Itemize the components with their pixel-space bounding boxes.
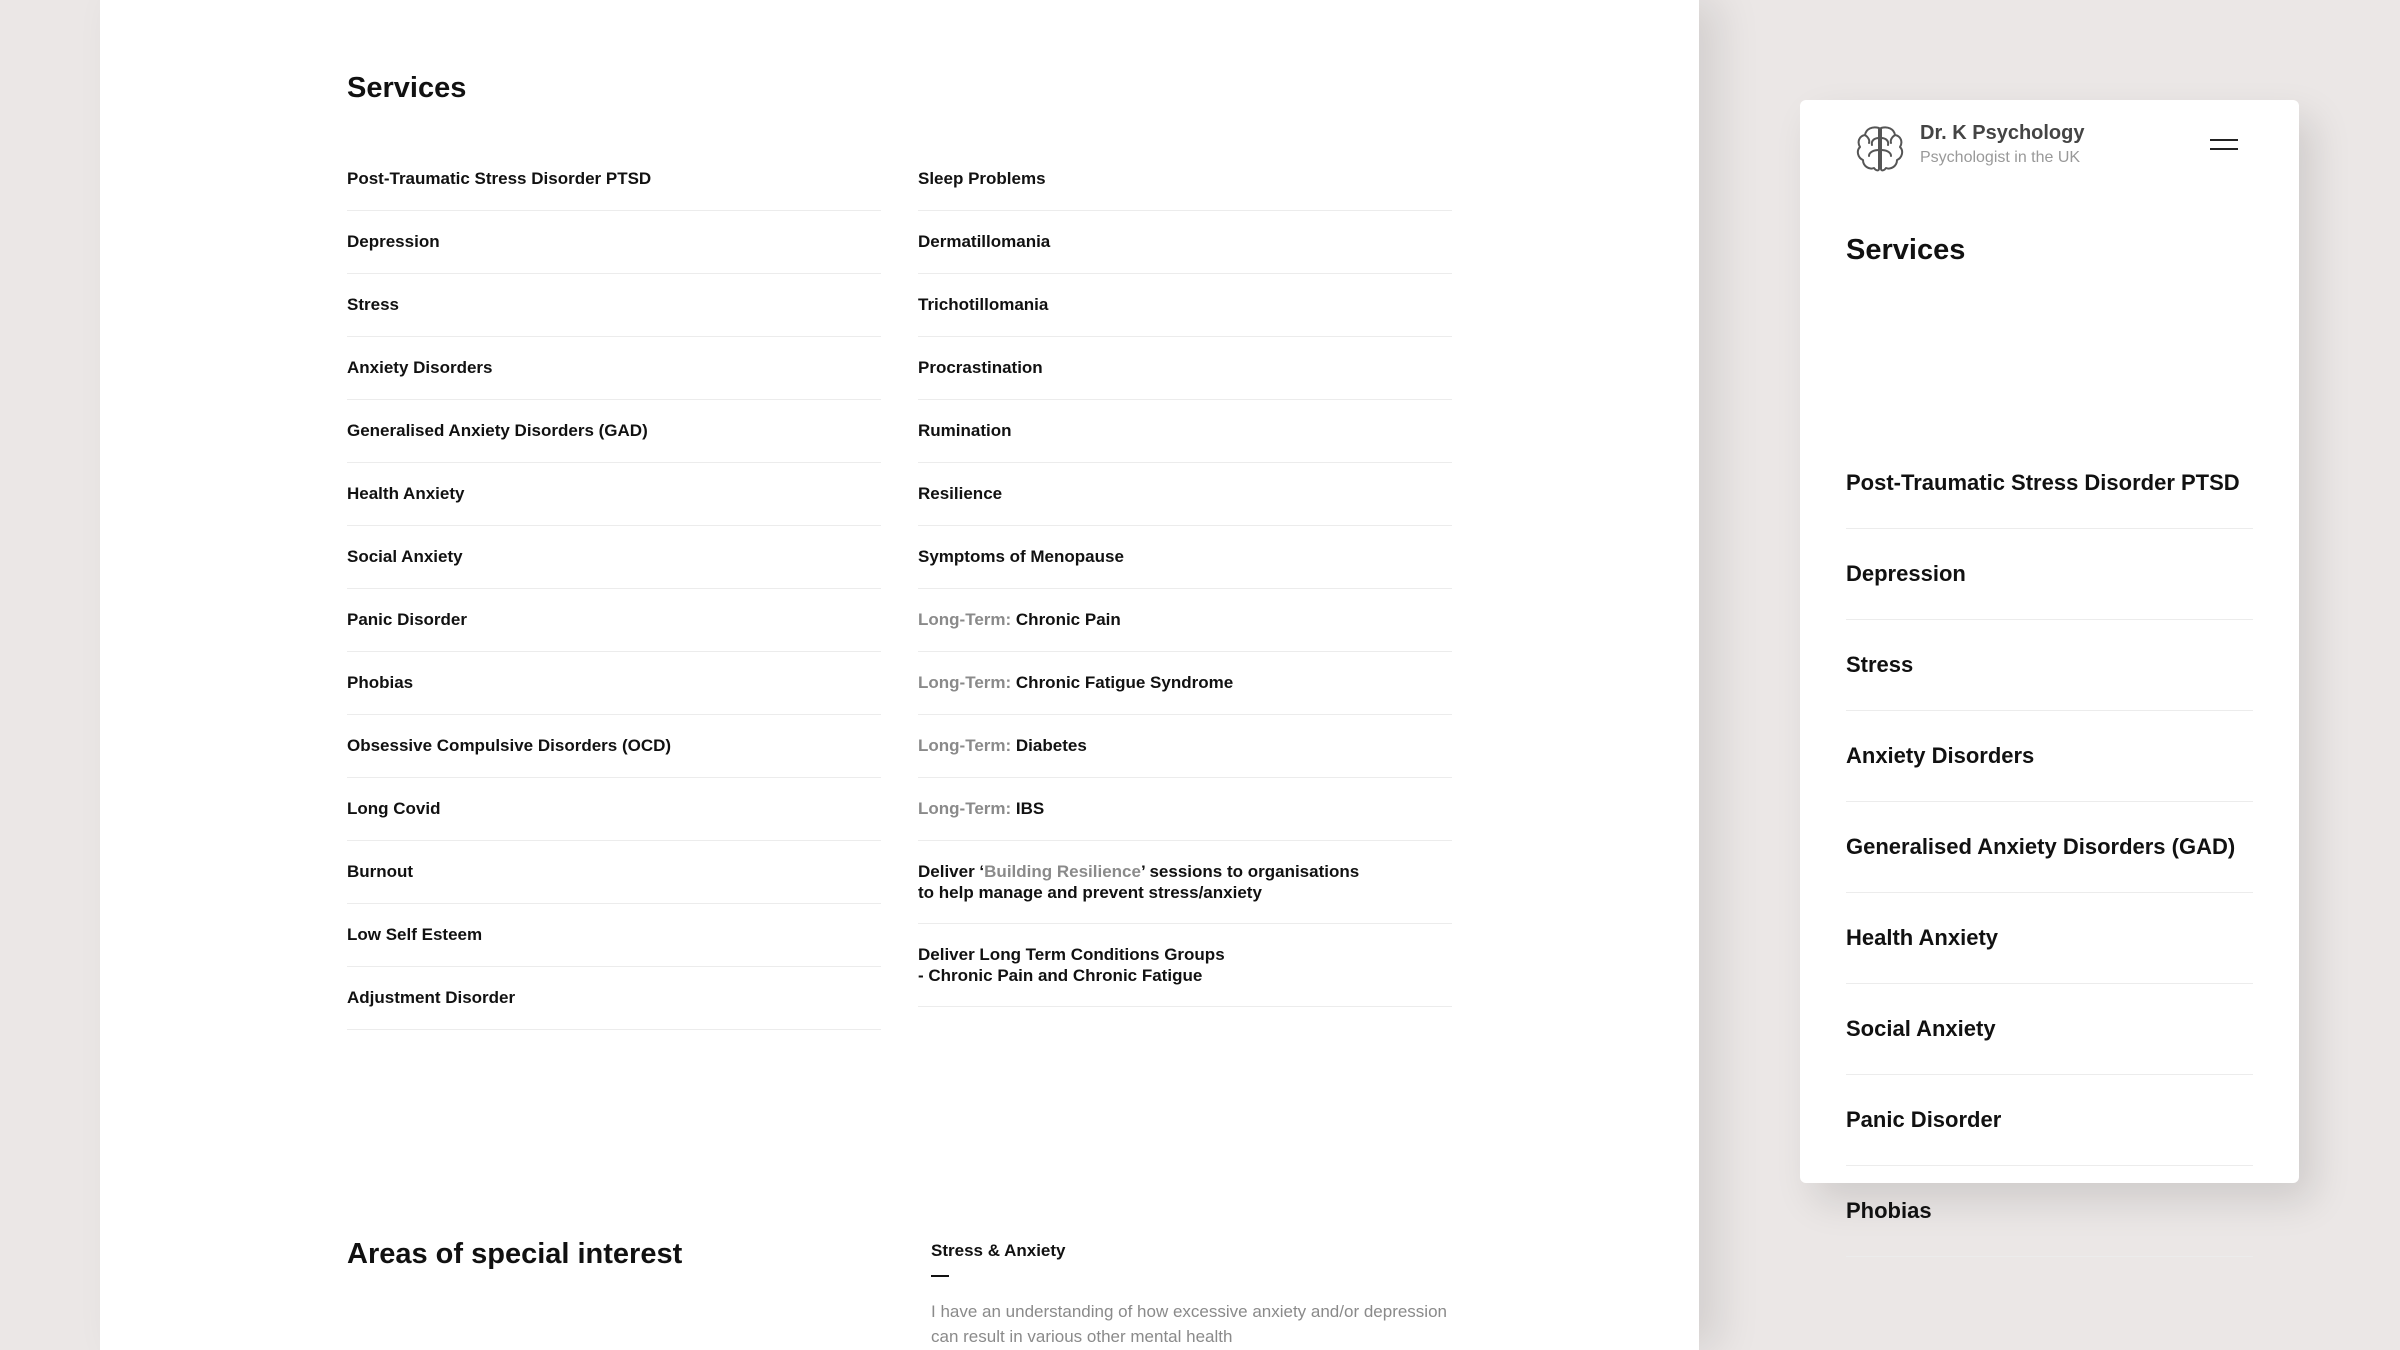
list-item[interactable]: Anxiety Disorders [1846,711,2253,802]
list-item[interactable]: Phobias [1846,1166,2253,1257]
mobile-services-heading: Services [1846,234,1966,266]
service-item[interactable]: Trichotillomania [918,274,1452,337]
areas-heading: Areas of special interest [347,1238,683,1270]
service-item-long-term[interactable]: Long-Term: Chronic Pain [918,589,1452,652]
building-resilience-link[interactable]: Building Resilience [984,862,1141,881]
brand-name[interactable]: Dr. K Psychology [1920,122,2085,144]
mobile-preview [1800,100,2299,1223]
service-item[interactable]: Burnout [347,841,881,904]
service-item-resilience-sessions[interactable]: Deliver ‘Building Resilience’ sessions to organisations to help manage and prevent stress/anxiety [918,841,1452,924]
area-description: I have an understanding of how excessive anxiety and/or depression can result in various other mental health [931,1302,1447,1346]
service-item-conditions-groups[interactable]: Deliver Long Term Conditions Groups - Chronic Pain and Chronic Fatigue [918,924,1452,1007]
list-item[interactable]: Stress [1846,620,2253,711]
service-item[interactable]: Resilience [918,463,1452,526]
area-divider [931,1275,949,1277]
service-item[interactable]: Procrastination [918,337,1452,400]
long-term-prefix: Long-Term: [918,610,1012,629]
list-item[interactable]: Generalised Anxiety Disorders (GAD) [1846,802,2253,893]
long-term-prefix: Long-Term: [918,799,1012,818]
service-item[interactable]: Social Anxiety [347,526,881,589]
list-item[interactable]: Panic Disorder [1846,1075,2253,1166]
service-item[interactable]: Anxiety Disorders [347,337,881,400]
service-item[interactable]: Dermatillomania [918,211,1452,274]
service-item[interactable]: Phobias [347,652,881,715]
area-title: Stress & Anxiety [931,1241,1066,1260]
service-item[interactable]: Depression [347,211,881,274]
service-item[interactable]: Symptoms of Menopause [918,526,1452,589]
service-item[interactable]: Post-Traumatic Stress Disorder PTSD [347,148,881,211]
service-item[interactable]: Stress [347,274,881,337]
service-item[interactable]: Obsessive Compulsive Disorders (OCD) [347,715,881,778]
service-item[interactable]: Long Covid [347,778,881,841]
service-item-long-term[interactable]: Long-Term: IBS [918,778,1452,841]
services-heading: Services [347,72,467,104]
service-item-long-term[interactable]: Long-Term: Chronic Fatigue Syndrome [918,652,1452,715]
services-left-column [347,148,881,1030]
services-right-column [918,148,1452,1007]
list-item[interactable]: Social Anxiety [1846,984,2253,1075]
service-item[interactable]: Rumination [918,400,1452,463]
brain-icon[interactable] [1852,120,1908,176]
brand-tagline: Psychologist in the UK [1920,149,2081,166]
list-item[interactable]: Health Anxiety [1846,893,2253,984]
service-item[interactable]: Low Self Esteem [347,904,881,967]
mobile-services-list [1846,438,2253,1257]
desktop-page [100,0,1699,1350]
list-item[interactable]: Post-Traumatic Stress Disorder PTSD [1846,438,2253,529]
service-item[interactable]: Adjustment Disorder [347,967,881,1030]
long-term-prefix: Long-Term: [918,736,1012,755]
service-item[interactable]: Panic Disorder [347,589,881,652]
service-item[interactable]: Health Anxiety [347,463,881,526]
list-item[interactable]: Depression [1846,529,2253,620]
service-item[interactable]: Generalised Anxiety Disorders (GAD) [347,400,881,463]
service-item-long-term[interactable]: Long-Term: Diabetes [918,715,1452,778]
service-item[interactable]: Sleep Problems [918,148,1452,211]
hamburger-menu-icon[interactable] [2210,136,2240,154]
long-term-prefix: Long-Term: [918,673,1012,692]
